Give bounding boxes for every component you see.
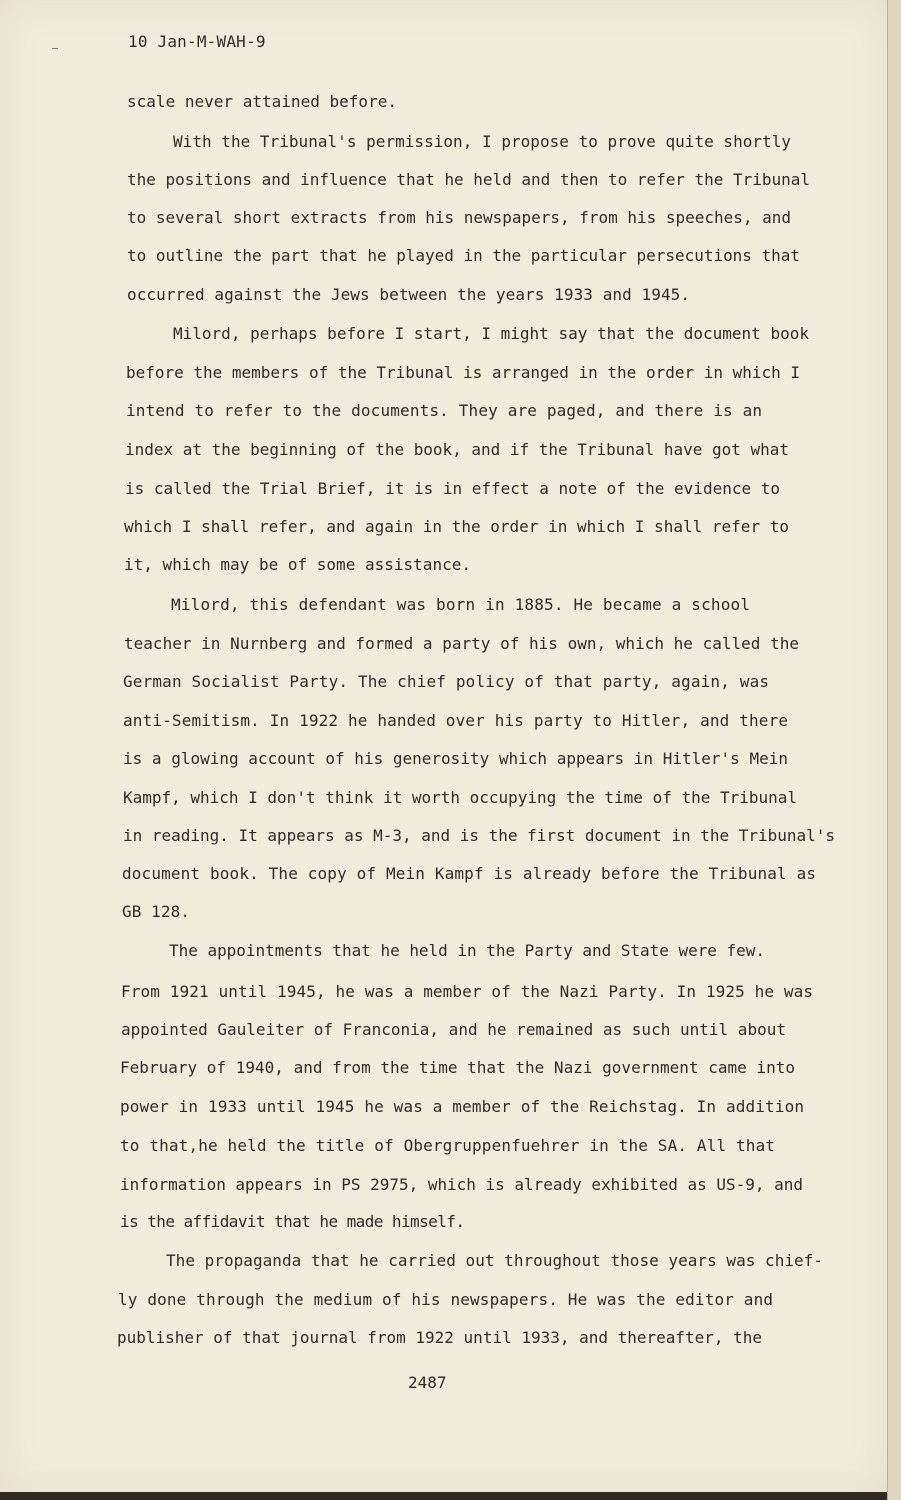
text-line: From 1921 until 1945, he was a member of the Nazi Party. In 1925 he was <box>121 982 814 1001</box>
text-line: document book. The copy of Mein Kampf is already before the Tribunal as <box>122 864 817 883</box>
text-line: February of 1940, and from the time that the Nazi government came into <box>120 1058 796 1077</box>
text-line: power in 1933 until 1945 he was a member of the Reichstag. In addition <box>120 1097 805 1116</box>
text-line: With the Tribunal's permission, I propose to prove quite shortly <box>173 132 792 151</box>
text-line: occurred against the Jews between the years 1933 and 1945. <box>127 285 691 304</box>
text-line: publisher of that journal from 1922 until 1933, and thereafter, the <box>117 1328 762 1347</box>
text-line: scale never attained before. <box>127 92 398 111</box>
text-line: appointed Gauleiter of Franconia, and he remained as such until about <box>121 1020 786 1039</box>
text-line: ly done through the medium of his newspapers. He was the editor and <box>118 1290 774 1309</box>
text-line: to that,he held the title of Obergruppenfuehrer in the SA. All that <box>120 1136 776 1155</box>
text-line: index at the beginning of the book, and if the Tribunal have got what <box>125 440 789 459</box>
text-line: German Socialist Party. The chief policy of that party, again, was <box>123 672 770 691</box>
text-line: to outline the part that he played in the particular persecutions that <box>127 246 800 265</box>
text-line: is the affidavit that he made himself. <box>120 1212 465 1231</box>
text-line: information appears in PS 2975, which is already exhibited as US-9, and <box>120 1175 803 1194</box>
text-line: The appointments that he held in the Party and State were few. <box>169 941 765 960</box>
text-line: the positions and influence that he held and then to refer the Tribunal <box>127 170 810 189</box>
page-number: 2487 <box>408 1373 447 1392</box>
text-line: which I shall refer, and again in the order in which I shall refer to <box>124 517 789 536</box>
page-header: 10 Jan-M-WAH-9 <box>128 32 266 51</box>
text-line: GB 128. <box>122 902 191 921</box>
text-line: it, which may be of some assistance. <box>124 555 472 574</box>
text-line: is called the Trial Brief, it is in effect a note of the evidence to <box>125 479 781 498</box>
text-line: anti-Semitism. In 1922 he handed over his party to Hitler, and there <box>123 711 789 730</box>
text-line: to several short extracts from his newspapers, from his speeches, and <box>127 208 791 227</box>
text-line: Kampf, which I don't think it worth occupying the time of the Tribunal <box>123 788 797 807</box>
margin-mark <box>52 48 58 49</box>
text-line: The propaganda that he carried out throughout those years was chief- <box>166 1251 824 1270</box>
text-line: teacher in Nurnberg and formed a party of his own, which he called the <box>124 634 800 653</box>
text-line: Milord, perhaps before I start, I might say that the document book <box>173 324 810 343</box>
text-line: Milord, this defendant was born in 1885. He became a school <box>171 595 751 614</box>
text-line: before the members of the Tribunal is arranged in the order in which I <box>126 363 800 382</box>
text-line: in reading. It appears as M-3, and is the first document in the Tribunal's <box>123 826 835 845</box>
text-line: intend to refer to the documents. They are paged, and there is an <box>126 401 763 420</box>
text-line: is a glowing account of his generosity which appears in Hitler's Mein <box>123 749 788 768</box>
page-edge <box>887 0 901 1500</box>
